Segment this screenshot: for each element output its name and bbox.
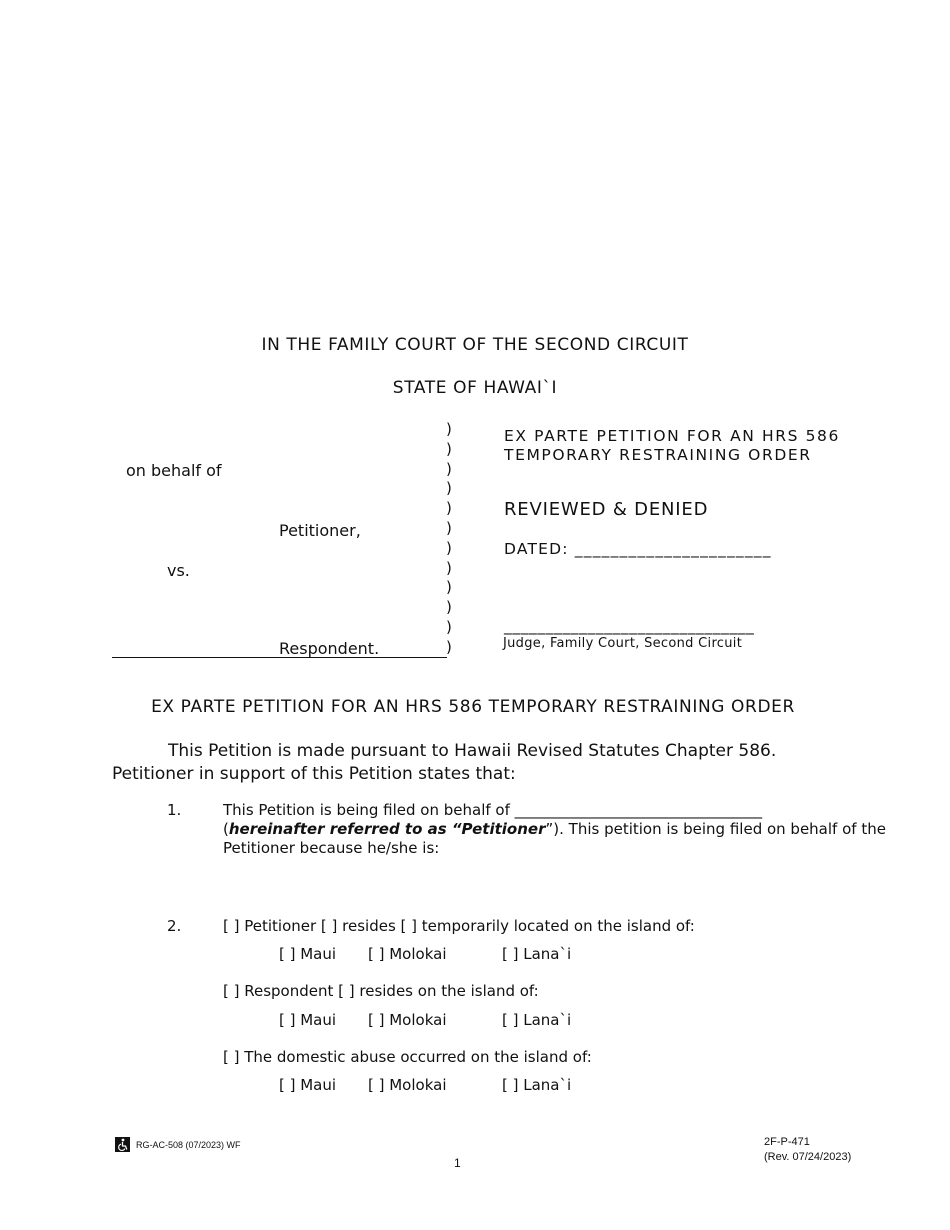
judge-title: Judge, Family Court, Second Circuit bbox=[503, 636, 743, 651]
page-number: 1 bbox=[454, 1156, 461, 1170]
item1-italic-text: hereinafter referred to as “Petitioner bbox=[228, 820, 546, 838]
abuse-location-row[interactable]: [ ] The domestic abuse occurred on the island of: bbox=[223, 1048, 592, 1066]
form-number: 2F-P-471 bbox=[764, 1136, 810, 1148]
dated-field[interactable]: DATED: ______________________ bbox=[504, 540, 772, 558]
item1-line3: Petitioner because he/she is: bbox=[223, 839, 440, 857]
caption-parentheses: ) ) ) ) ) ) ) ) ) ) ) ) bbox=[446, 420, 452, 656]
petitioner-island-maui[interactable]: [ ] Maui bbox=[279, 945, 337, 963]
abuse-island-molokai[interactable]: [ ] Molokai bbox=[368, 1076, 447, 1094]
reviewed-denied-label: REVIEWED & DENIED bbox=[504, 499, 709, 520]
respondent-island-lanai[interactable]: [ ] Lana`i bbox=[502, 1011, 572, 1029]
item1-line2 bbox=[223, 820, 886, 838]
item1-line2-rest: ”). This petition is being filed on behalf of the bbox=[545, 820, 886, 838]
form-revision: (Rev. 07/24/2023) bbox=[764, 1151, 852, 1163]
item1-open-paren: ( bbox=[223, 820, 229, 838]
petitioner-island-molokai[interactable]: [ ] Molokai bbox=[368, 945, 447, 963]
on-behalf-of-label: on behalf of bbox=[126, 461, 222, 480]
state-name: STATE OF HAWAI`I bbox=[392, 378, 558, 398]
respondent-island-maui[interactable]: [ ] Maui bbox=[279, 1011, 337, 1029]
petitioner-residence-row[interactable]: [ ] Petitioner [ ] resides [ ] temporarily located on the island of: bbox=[223, 917, 695, 935]
petitioner-label: Petitioner, bbox=[279, 521, 361, 540]
petitioner-island-lanai[interactable]: [ ] Lana`i bbox=[502, 945, 572, 963]
caption-underline bbox=[112, 657, 447, 658]
petition-title-line2: TEMPORARY RESTRAINING ORDER bbox=[504, 446, 812, 464]
judge-signature-line[interactable]: ______________________________ bbox=[504, 617, 755, 635]
item1-number: 1. bbox=[167, 801, 182, 819]
abuse-island-lanai[interactable]: [ ] Lana`i bbox=[502, 1076, 572, 1094]
respondent-island-molokai[interactable]: [ ] Molokai bbox=[368, 1011, 447, 1029]
abuse-island-maui[interactable]: [ ] Maui bbox=[279, 1076, 337, 1094]
respondent-residence-row[interactable]: [ ] Respondent [ ] resides on the island of: bbox=[223, 982, 539, 1000]
form-code: RG-AC-508 (07/2023) WF bbox=[136, 1140, 241, 1150]
respondent-label: Respondent. bbox=[279, 639, 380, 658]
intro-line2: Petitioner in support of this Petition states that: bbox=[112, 764, 516, 784]
item1-line1[interactable]: This Petition is being filed on behalf of _________________________________ bbox=[223, 801, 763, 819]
wheelchair-icon bbox=[115, 1137, 130, 1152]
intro-line1: This Petition is made pursuant to Hawaii Revised Statutes Chapter 586. bbox=[168, 741, 777, 761]
vs-label: vs. bbox=[167, 561, 190, 580]
item2-number: 2. bbox=[167, 917, 182, 935]
court-name: IN THE FAMILY COURT OF THE SECOND CIRCUIT bbox=[261, 335, 689, 355]
document-title: EX PARTE PETITION FOR AN HRS 586 TEMPORARY RESTRAINING ORDER bbox=[151, 697, 795, 717]
petition-title-line1: EX PARTE PETITION FOR AN HRS 586 bbox=[504, 427, 840, 445]
